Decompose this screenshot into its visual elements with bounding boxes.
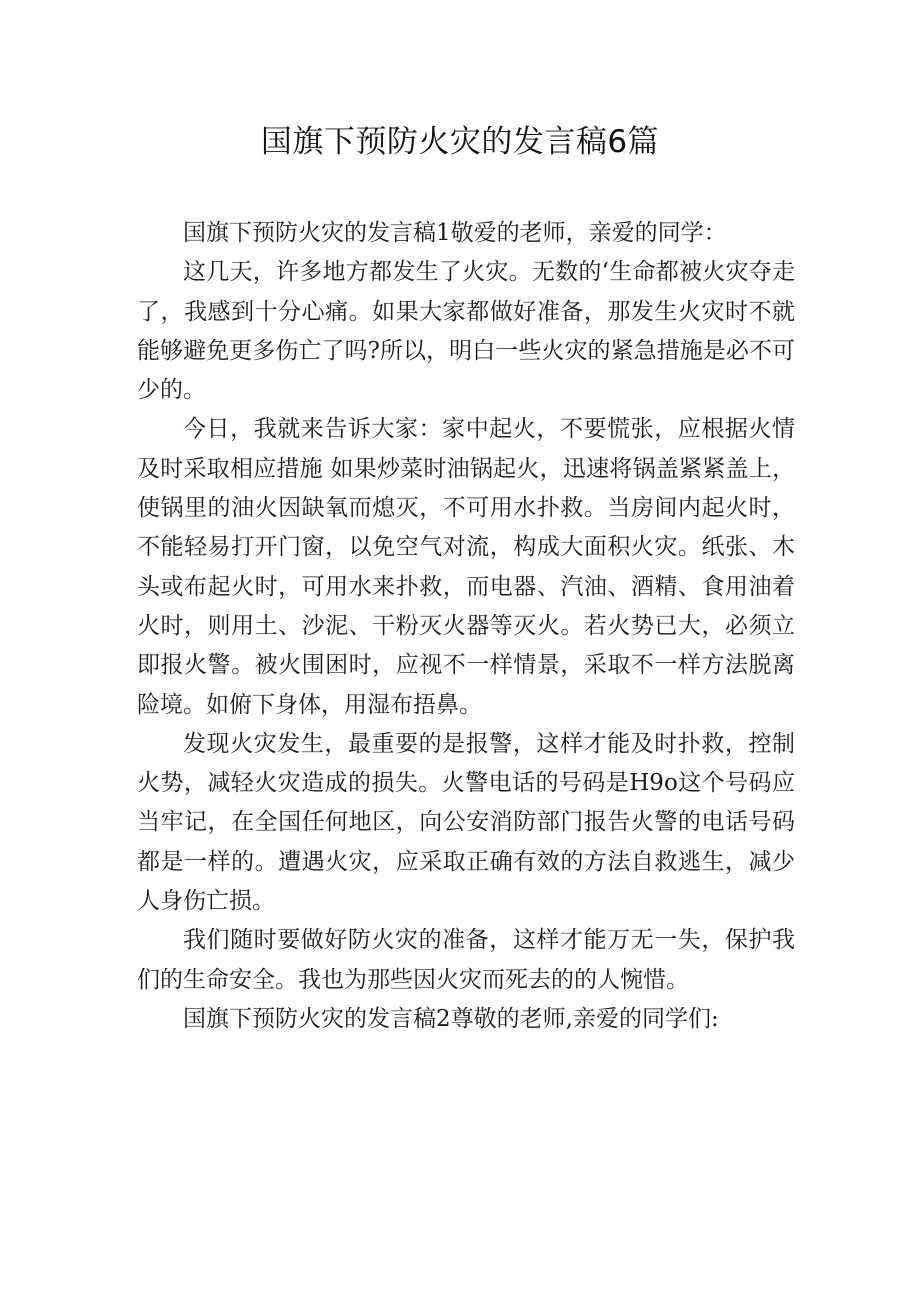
- paragraph-1: 国旗下预防火灾的发言稿1敬爱的老师，亲爱的同学：: [183, 220, 727, 246]
- document-body: [137, 214, 795, 1039]
- paragraph-5: 我们随时要做好防火灾的准备，这样才能万无一失，保护我们的生命安全。我也为那些因火灾而死去的的人惋惜。: [137, 927, 795, 993]
- paragraph-4: 发现火灾发生，最重要的是报警，这样才能及时扑救，控制火势，减轻火灾造成的损失。火警电话的号码是H9o这个号码应当牢记，在全国任何地区，向公安消防部门报告火警的电话号码都是一样的。遭遇火灾，应采取正确有效的方法自救逃生，减少人身伤亡损。: [137, 730, 795, 915]
- document-title: 国旗下预防火灾的发言稿6篇: [260, 124, 660, 160]
- paragraph-3: 今日，我就来告诉大家：家中起火，不要慌张，应根据火情及时采取相应措施 如果炒菜时油锅起火，迅速将锅盖紧紧盖上，使锅里的油火因缺氧而熄灭，不可用水扑救。当房间内起火时，不能轻易打开门窗，以免空气对流，构成大面积火灾。纸张、木头或布起火时，可用水来扑救，而电器、汽油、酒精、食用油着火时，则用土、沙泥、干粉灭火器等灭火。若火势已大，必须立即报火警。被火围困时，应视不一样情景，采取不一样方法脱离险境。如俯下身体，用湿布捂鼻。: [137, 416, 795, 718]
- paragraph-6: 国旗下预防火灾的发言稿2尊敬的老师,亲爱的同学们:: [183, 1005, 719, 1032]
- paragraph-2: 这几天，许多地方都发生了火灾。无数的‘生命都被火灾夺走了，我感到十分心痛。如果大家都做好准备，那发生火灾时不就能够避免更多伤亡了吗?所以，明白一些火灾的紧急措施是必不可少的。: [137, 259, 795, 404]
